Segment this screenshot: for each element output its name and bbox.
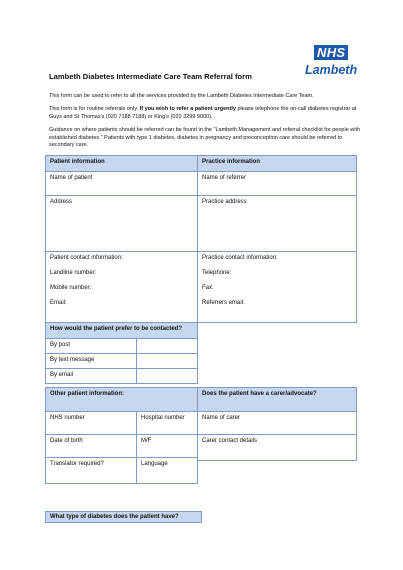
contact-option-email-checkbox[interactable] [136, 368, 198, 384]
translator-required-field[interactable] [45, 457, 137, 484]
name-of-patient-field[interactable] [45, 171, 198, 196]
routine-text-post: please telephone the on-call diabetes registrar at Guys and St Thomas's (020 7188 7188) or King's (020 3299 9000). [49, 106, 357, 120]
nhs-lambeth-logo [305, 44, 361, 77]
gender-field[interactable] [136, 434, 198, 458]
diabetes-type-question: What type of diabetes does the patient have? [45, 511, 202, 523]
referrers-email-label: Referrers email: [202, 300, 245, 306]
contact-option-text-checkbox[interactable] [136, 353, 198, 369]
contact-option-text [45, 353, 137, 369]
address-label: Address [50, 199, 73, 205]
hospital-number-label: Hospital number [141, 415, 185, 421]
language-label: Language [141, 461, 168, 467]
name-of-referrer-label: Name of referrer [202, 175, 247, 181]
name-of-carer-field[interactable] [197, 411, 357, 435]
routine-text-pre: This form is for routine referrals only. [49, 106, 140, 112]
contact-option-post [45, 338, 137, 354]
contact-preference-header: How would the patient prefer to be contacted? [45, 322, 198, 339]
routine-paragraph [49, 106, 367, 121]
contact-option-label: By post [50, 342, 71, 348]
carer-contact-label: Carer contact details [202, 438, 258, 444]
routine-text-urgent: If you wish to refer a patient urgently [139, 106, 236, 112]
name-of-referrer-field[interactable] [197, 171, 357, 196]
guidance-paragraph: Guidance on where patients should be referred can be found in the "Lambeth Management and referral checklist for people with established diabetes." Patients with type 1 diabetes, diabetes in pregnancy and preconception care should be referred to secondary care. [49, 127, 361, 148]
nhs-number-label: NHS number [50, 415, 85, 421]
intro-paragraph: This form can be used to refer to all the services provided by the Lambeth Diabetes Intermediate Care Team. [49, 93, 314, 99]
name-of-patient-label: Name of patient [50, 175, 93, 181]
form-title: Lambeth Diabetes Intermediate Care Team Referral form [49, 72, 252, 81]
practice-address-label: Practice address [202, 199, 247, 205]
landline-label: Landline number: [50, 270, 97, 276]
contact-option-label: By email [50, 372, 74, 378]
telephone-label: Telephone: [202, 270, 232, 276]
contact-option-post-checkbox[interactable] [136, 338, 198, 354]
practice-address-field[interactable] [197, 195, 357, 252]
hospital-number-field[interactable] [136, 411, 198, 435]
practice-contact-field[interactable] [197, 251, 357, 323]
fax-label: Fax: [202, 285, 214, 291]
contact-option-label: By text message [50, 357, 95, 363]
practice-information-header: Practice information [197, 155, 357, 172]
practice-contact-label: Practice contact information: [202, 255, 278, 261]
patient-information-header: Patient information [45, 155, 198, 172]
other-patient-info-header: Other patient information: [45, 387, 198, 412]
name-of-carer-label: Name of carer [202, 415, 241, 421]
language-field[interactable] [136, 457, 198, 484]
patient-contact-field[interactable] [45, 251, 198, 323]
date-of-birth-label: Date of birth [50, 438, 83, 444]
lambeth-logo-text: Lambeth [305, 63, 358, 77]
nhs-logo: NHS [314, 45, 348, 60]
mobile-label: Mobile number: [50, 285, 92, 291]
nhs-number-field[interactable] [45, 411, 137, 435]
date-of-birth-field[interactable] [45, 434, 137, 458]
email-label: Email: [50, 300, 67, 306]
patient-contact-label: Patient contact information: [50, 255, 123, 261]
address-field[interactable] [45, 195, 198, 252]
gender-label: M/F [141, 438, 152, 444]
carer-contact-field[interactable] [197, 434, 357, 461]
carer-question-header: Does the patient have a carer/advocate? [197, 387, 357, 412]
contact-option-email [45, 368, 137, 384]
translator-required-label: Translator required? [50, 461, 104, 467]
